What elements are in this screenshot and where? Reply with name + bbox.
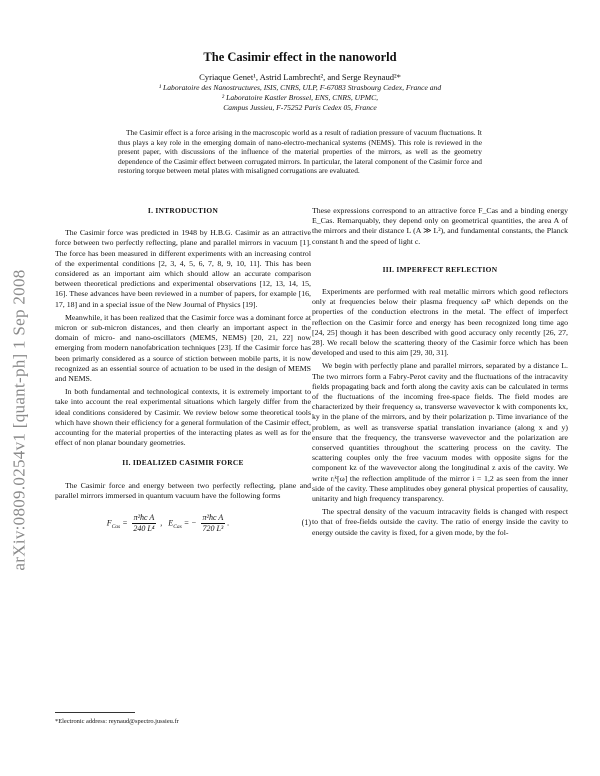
energy-fraction bbox=[201, 513, 226, 534]
footnote: *Electronic address: reynaud@spectro.jussieu.fr bbox=[55, 718, 179, 725]
energy-subscript: Cas bbox=[173, 524, 182, 531]
paragraph: Experiments are performed with real metallic mirrors which good reflectors only at frequencies below their plasma frequency ωP which depends on the properties of the conduction electrons in the metal. The effect of imperfect reflection on the Casimir force and energy has been recognized long time ago [24, 25] though it has been described with good accuracy only recently [26, 27, 28]. We recall below the scattering theory of the Casimir force which has been developed and used to this aim [29, 30, 31]. bbox=[312, 287, 568, 358]
energy-denominator: 720 L³ bbox=[202, 524, 224, 534]
paragraph: We begin with perfectly plane and parallel mirrors, separated by a distance L. The two mirrors form a Fabry-Perot cavity and the fluctuations of the intracavity fields propagating back and forth along the cavity axis can be calculated in terms of the fluctuations of the incoming free-space fields. The field modes are characterized by their frequency ω, transverse wavevector k with components kx, ky in the plane of the mirrors, and by their polarization p. Time invariance of the problem, as well as transverse spatial translation invariance (along x and y) ensure that the frequency, the transverse wavevector and the polarization are conserved quantities throughout the scattering process on the cavity. The scattering couples only the free vacuum modes with opposite signs for the component kz of the wavevector along the longitudinal z axis of the cavity. We write rᵢᵏ[ω] the reflection amplitude of the mirror i = 1,2 as seen from the inner side of the cavity. These amplitudes obey general physical properties of causality, unitarity and high frequency transparency. bbox=[312, 361, 568, 504]
paragraph: In both fundamental and technological contexts, it is extremely important to take into account the real experimental situations which largely differ from the ideal conditions considered by Casimir. We review below some theoretical tools which have shown their efficiency for a general formulation of the Casimir effect, accounting for the material properties of the interacting plates as well as for the effect of non planar boundary geometries. bbox=[55, 387, 311, 448]
force-subscript: Cas bbox=[111, 524, 121, 531]
section-heading-introduction: I. INTRODUCTION bbox=[147, 206, 219, 215]
force-fraction bbox=[132, 513, 157, 534]
equation-number: (1) bbox=[301, 518, 311, 528]
section-heading-idealized: II. IDEALIZED CASIMIR FORCE bbox=[122, 458, 244, 468]
force-symbol: F bbox=[106, 518, 112, 528]
paragraph: The Casimir force was predicted in 1948 by H.B.G. Casimir as an attractive force between two perfectly reflecting, plane and parallel mirrors in vacuum [1]. The force has been measured in different experiments with an increasing control of the experimental conditions [2, 3, 4, 5, 6, 7, 8, 9, 10, 11]. This has been considered as an important aim which should allow an accurate comparison between theoretical predictions and experimental observations [12, 13, 14, 15, 16]. These advances have been reviewed in a number of papers, for example [16, 17, 18] and in a special issue of the New Journal of Physics [19]. bbox=[55, 228, 311, 309]
equation-1 bbox=[55, 513, 311, 534]
paragraph: These expressions correspond to an attractive force F_Cas and a binding energy E_Cas. Remarquably, they depend only on geometrical quantities, the area A of the mirrors and their distance L (A ≫ L²), and fundamental constants, the Planck constant ħ and the speed of light c. bbox=[312, 206, 568, 246]
author-block bbox=[60, 72, 540, 113]
left-column bbox=[55, 206, 311, 544]
affiliation-2: ² Laboratoire Kastler Brossel, ENS, CNRS, UPMC, bbox=[221, 93, 379, 102]
section-heading-imperfect: III. IMPERFECT REFLECTION bbox=[382, 264, 498, 274]
energy-symbol: E bbox=[168, 518, 174, 528]
energy-numerator: π²ħc A bbox=[202, 513, 224, 523]
paper-title: The Casimir effect in the nanoworld bbox=[203, 50, 397, 64]
abstract: The Casimir effect is a force arising in the macroscopic world as a result of radiation pressure of vacuum fluctuations. It thus plays a key role in the emerging domain of nano-electro-mechanical systems (NEMS). This role is reviewed in the present paper, with discussions of the influence of the material properties of the mirrors, as well as the geometry dependence of the Casimir effect between corrugated mirrors. In particular, the lateral component of the Casimir force and restoring torque between metal plates with misaligned corrugations are evaluated. bbox=[118, 128, 482, 176]
equation-body: $F_{Cas}$ = $\frac{\text{π²ħc A}}{\text{240 L⁴}}$ , $E_{Cas}$ = − $\frac{\text{π²ħc A}}{\text{720 L³}}$ . bbox=[106, 513, 230, 534]
paragraph: Meanwhile, it has been realized that the Casimir force was a dominant force at micron or sub-micron distances, and then clearly an important aspect in the domain of micro- and nano-oscillators (MEMS, NEMS) [20, 21, 22] now emerging from modern nanofabrication techniques [23]. If the Casimir force has been primarly considered as a source of stiction between mobile parts, it is now recognized as an essential source of actuation to be used in the design of MEMS and NEMS. bbox=[55, 312, 311, 384]
paragraph: The Casimir force and energy between two perfectly reflecting, plane and parallel mirrors immersed in quantum vacuum have the following forms bbox=[55, 480, 311, 500]
force-denominator: 240 L⁴ bbox=[133, 524, 155, 534]
arxiv-identifier: arXiv:0809.0254v1 [quant-ph] 1 Sep 2008 bbox=[10, 269, 30, 571]
right-column bbox=[312, 206, 568, 541]
paragraph: The spectral density of the vacuum intracavity fields is changed with respect to that of free-fields outside the cavity. The ratio of energy inside the cavity to energy outside the cavity is fixed, for a given mode, by the fol- bbox=[312, 507, 568, 537]
affiliation-1: ¹ Laboratoire des Nanostructures, ISIS, CNRS, ULP, F-67083 Strasbourg Cedex, France and bbox=[158, 83, 442, 92]
footnote-rule bbox=[55, 712, 135, 713]
force-numerator: π²ħc A bbox=[133, 513, 155, 523]
author-list: Cyriaque Genet¹, Astrid Lambrecht², and Serge Reynaud²* bbox=[199, 72, 401, 82]
arxiv-sidebar bbox=[0, 180, 40, 660]
affiliation-3: Campus Jussieu, F-75252 Paris Cedex 05, France bbox=[223, 103, 377, 112]
